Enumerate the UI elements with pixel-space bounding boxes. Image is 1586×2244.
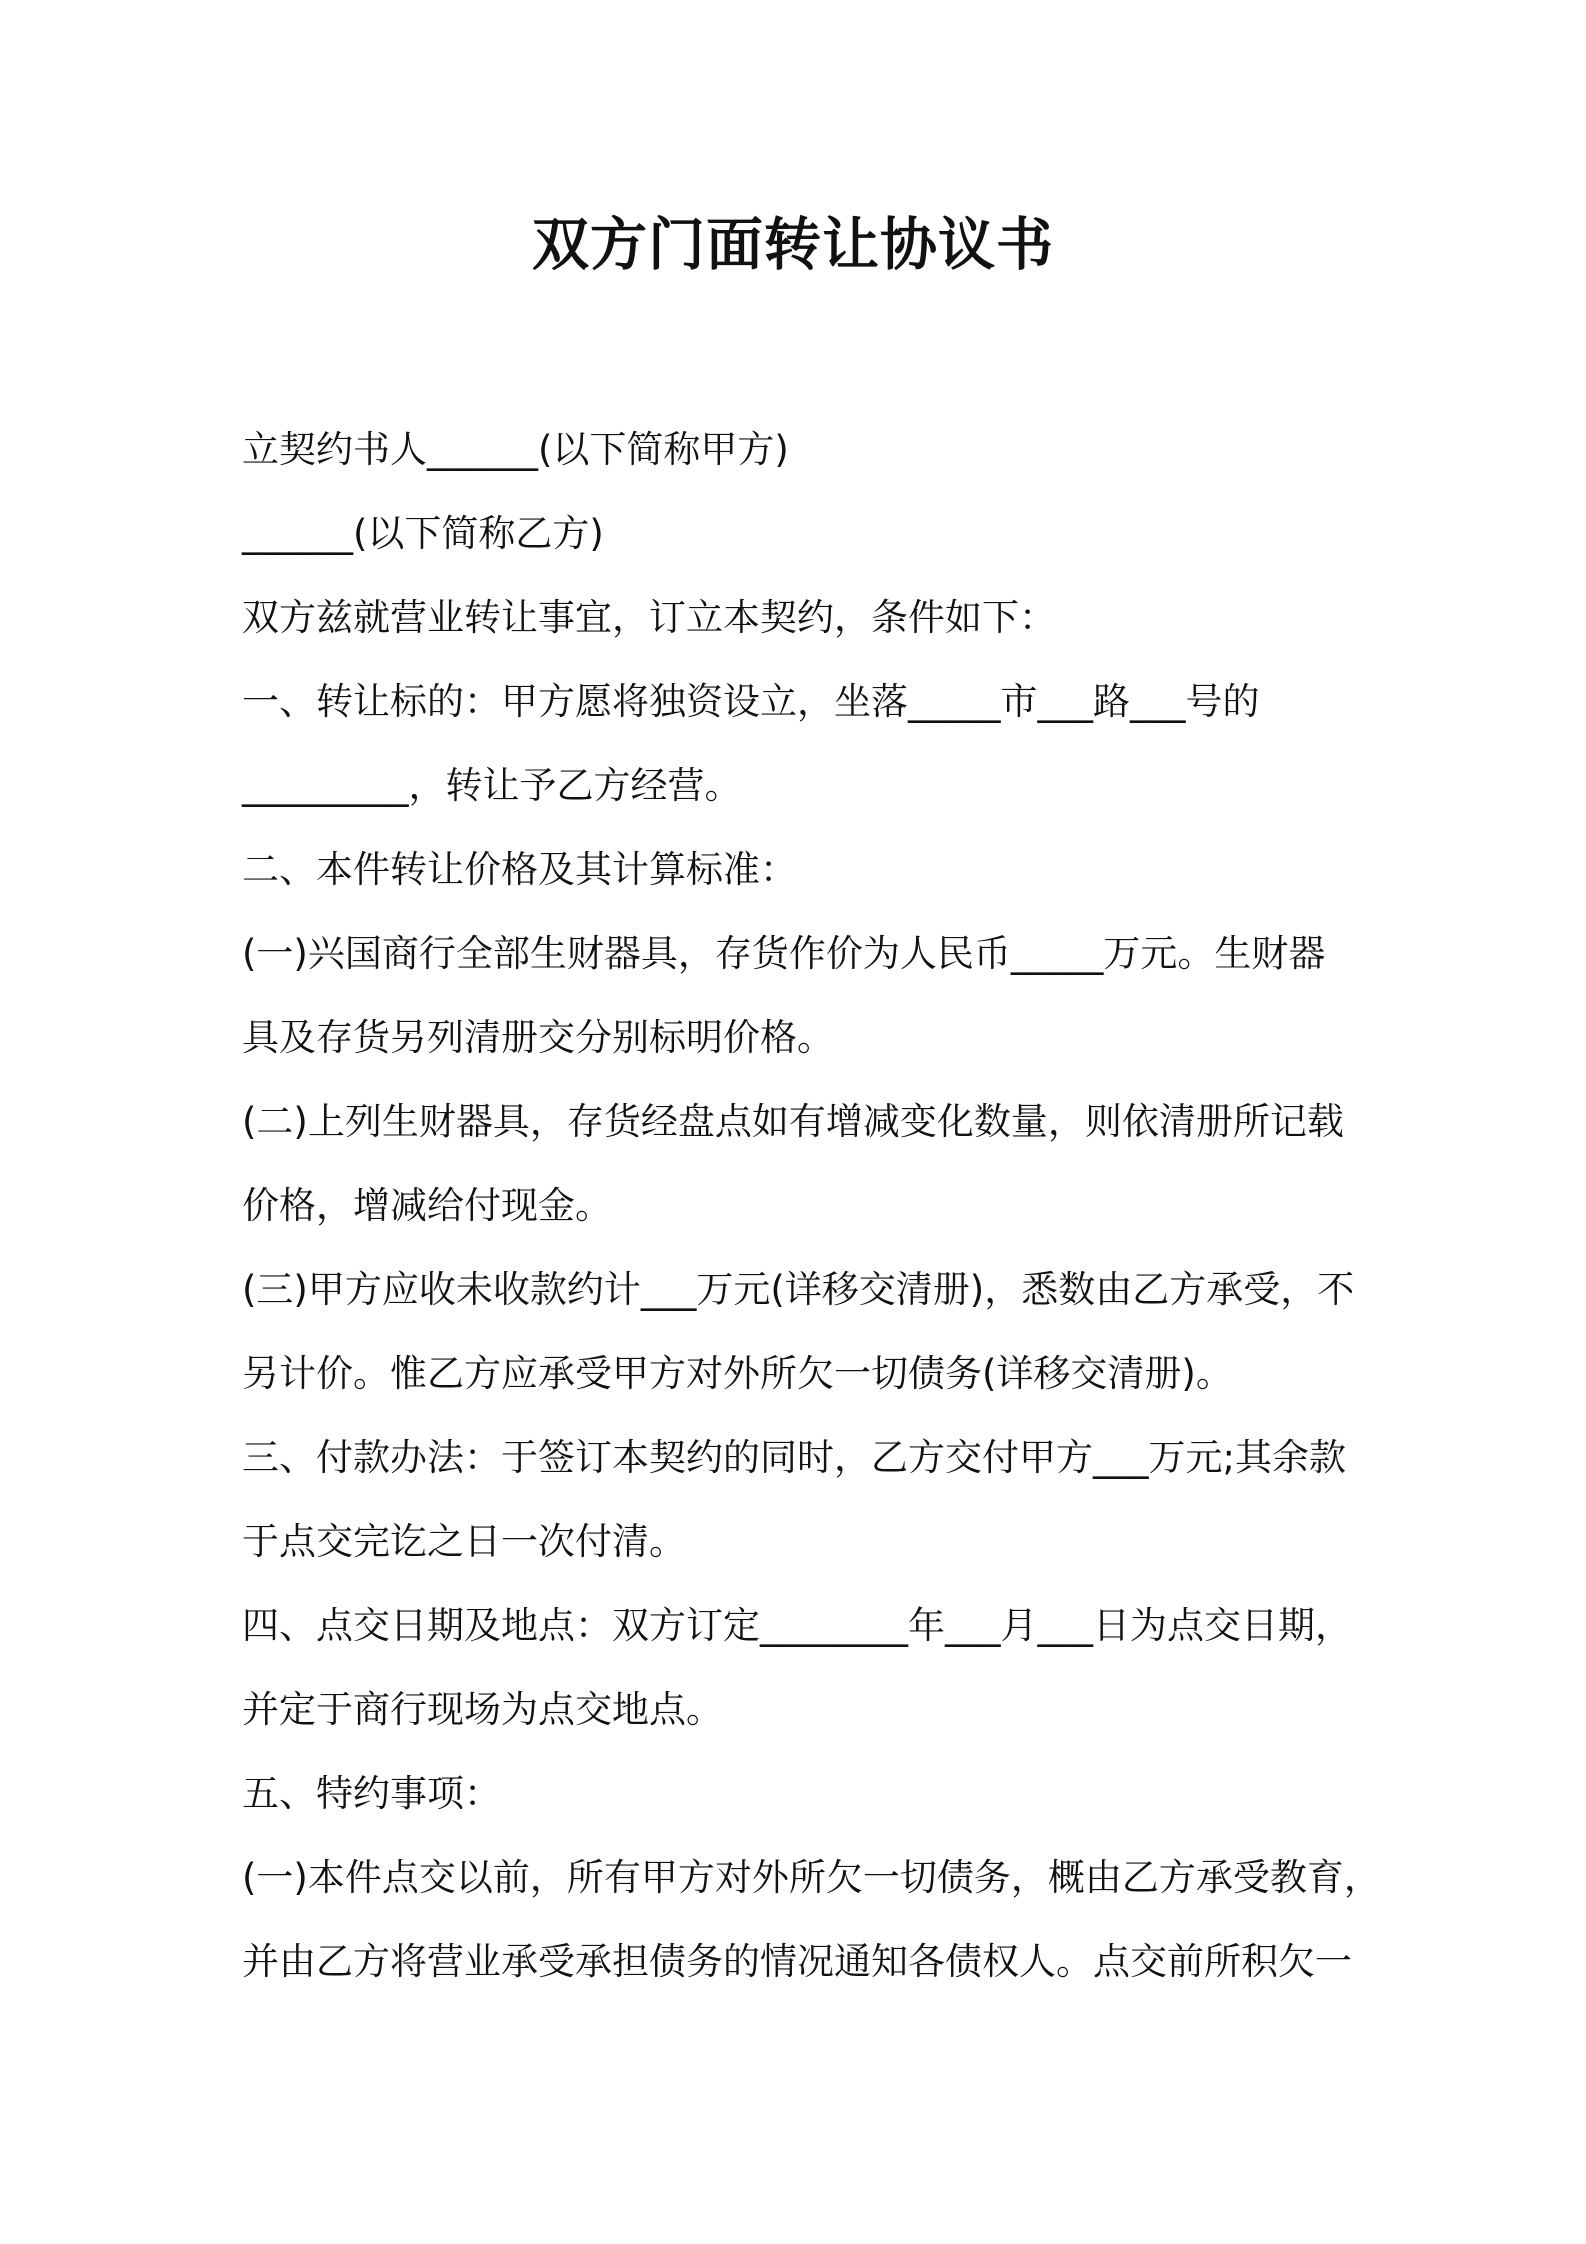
clause-4-line-1: 四、点交日期及地点：双方订定________年___月___日为点交日期， bbox=[242, 1604, 1352, 1647]
clause-1-line-1: 一、转让标的：甲方愿将独资设立，坐落_____市___路___号的 bbox=[242, 680, 1260, 723]
clause-5-1-line-2: 并由乙方将营业承受承担债务的情况通知各债权人。点交前所积欠一 bbox=[242, 1940, 1352, 1983]
clause-1-line-2: _________，转让予乙方经营。 bbox=[242, 764, 742, 807]
document-title: 双方门面转让协议书 bbox=[532, 212, 1054, 278]
preamble-line: 双方兹就营业转让事宜，订立本契约，条件如下： bbox=[242, 596, 1056, 639]
clause-3-line-1: 三、付款办法：于签订本契约的同时，乙方交付甲方___万元;其余款 bbox=[242, 1436, 1346, 1479]
clause-2-1-line-2: 具及存货另列清册交分别标明价格。 bbox=[242, 1016, 834, 1059]
document-body bbox=[242, 408, 1381, 2004]
clause-2-1-line-1: (一)兴国商行全部生财器具，存货作价为人民币_____万元。生财器 bbox=[242, 932, 1326, 975]
clause-5-1-line-1: (一)本件点交以前，所有甲方对外所欠一切债务，概由乙方承受教育， bbox=[242, 1856, 1381, 1899]
clause-2-2-line-1: (二)上列生财器具，存货经盘点如有增减变化数量，则依清册所记载 bbox=[242, 1100, 1344, 1143]
clause-2-3-line-1: (三)甲方应收未收款约计___万元(详移交清册)，悉数由乙方承受，不 bbox=[242, 1268, 1355, 1311]
party-a-line: 立契约书人______(以下简称甲方) bbox=[242, 428, 789, 471]
clause-2-heading: 二、本件转让价格及其计算标准： bbox=[242, 848, 797, 891]
clause-4-line-2: 并定于商行现场为点交地点。 bbox=[242, 1688, 723, 1731]
clause-2-3-line-2: 另计价。惟乙方应承受甲方对外所欠一切债务(详移交清册)。 bbox=[242, 1352, 1233, 1395]
clause-5-heading: 五、特约事项： bbox=[242, 1772, 501, 1815]
clause-2-2-line-2: 价格，增减给付现金。 bbox=[242, 1184, 612, 1227]
clause-3-line-2: 于点交完讫之日一次付清。 bbox=[242, 1520, 686, 1563]
party-b-line: ______(以下简称乙方) bbox=[242, 512, 604, 555]
